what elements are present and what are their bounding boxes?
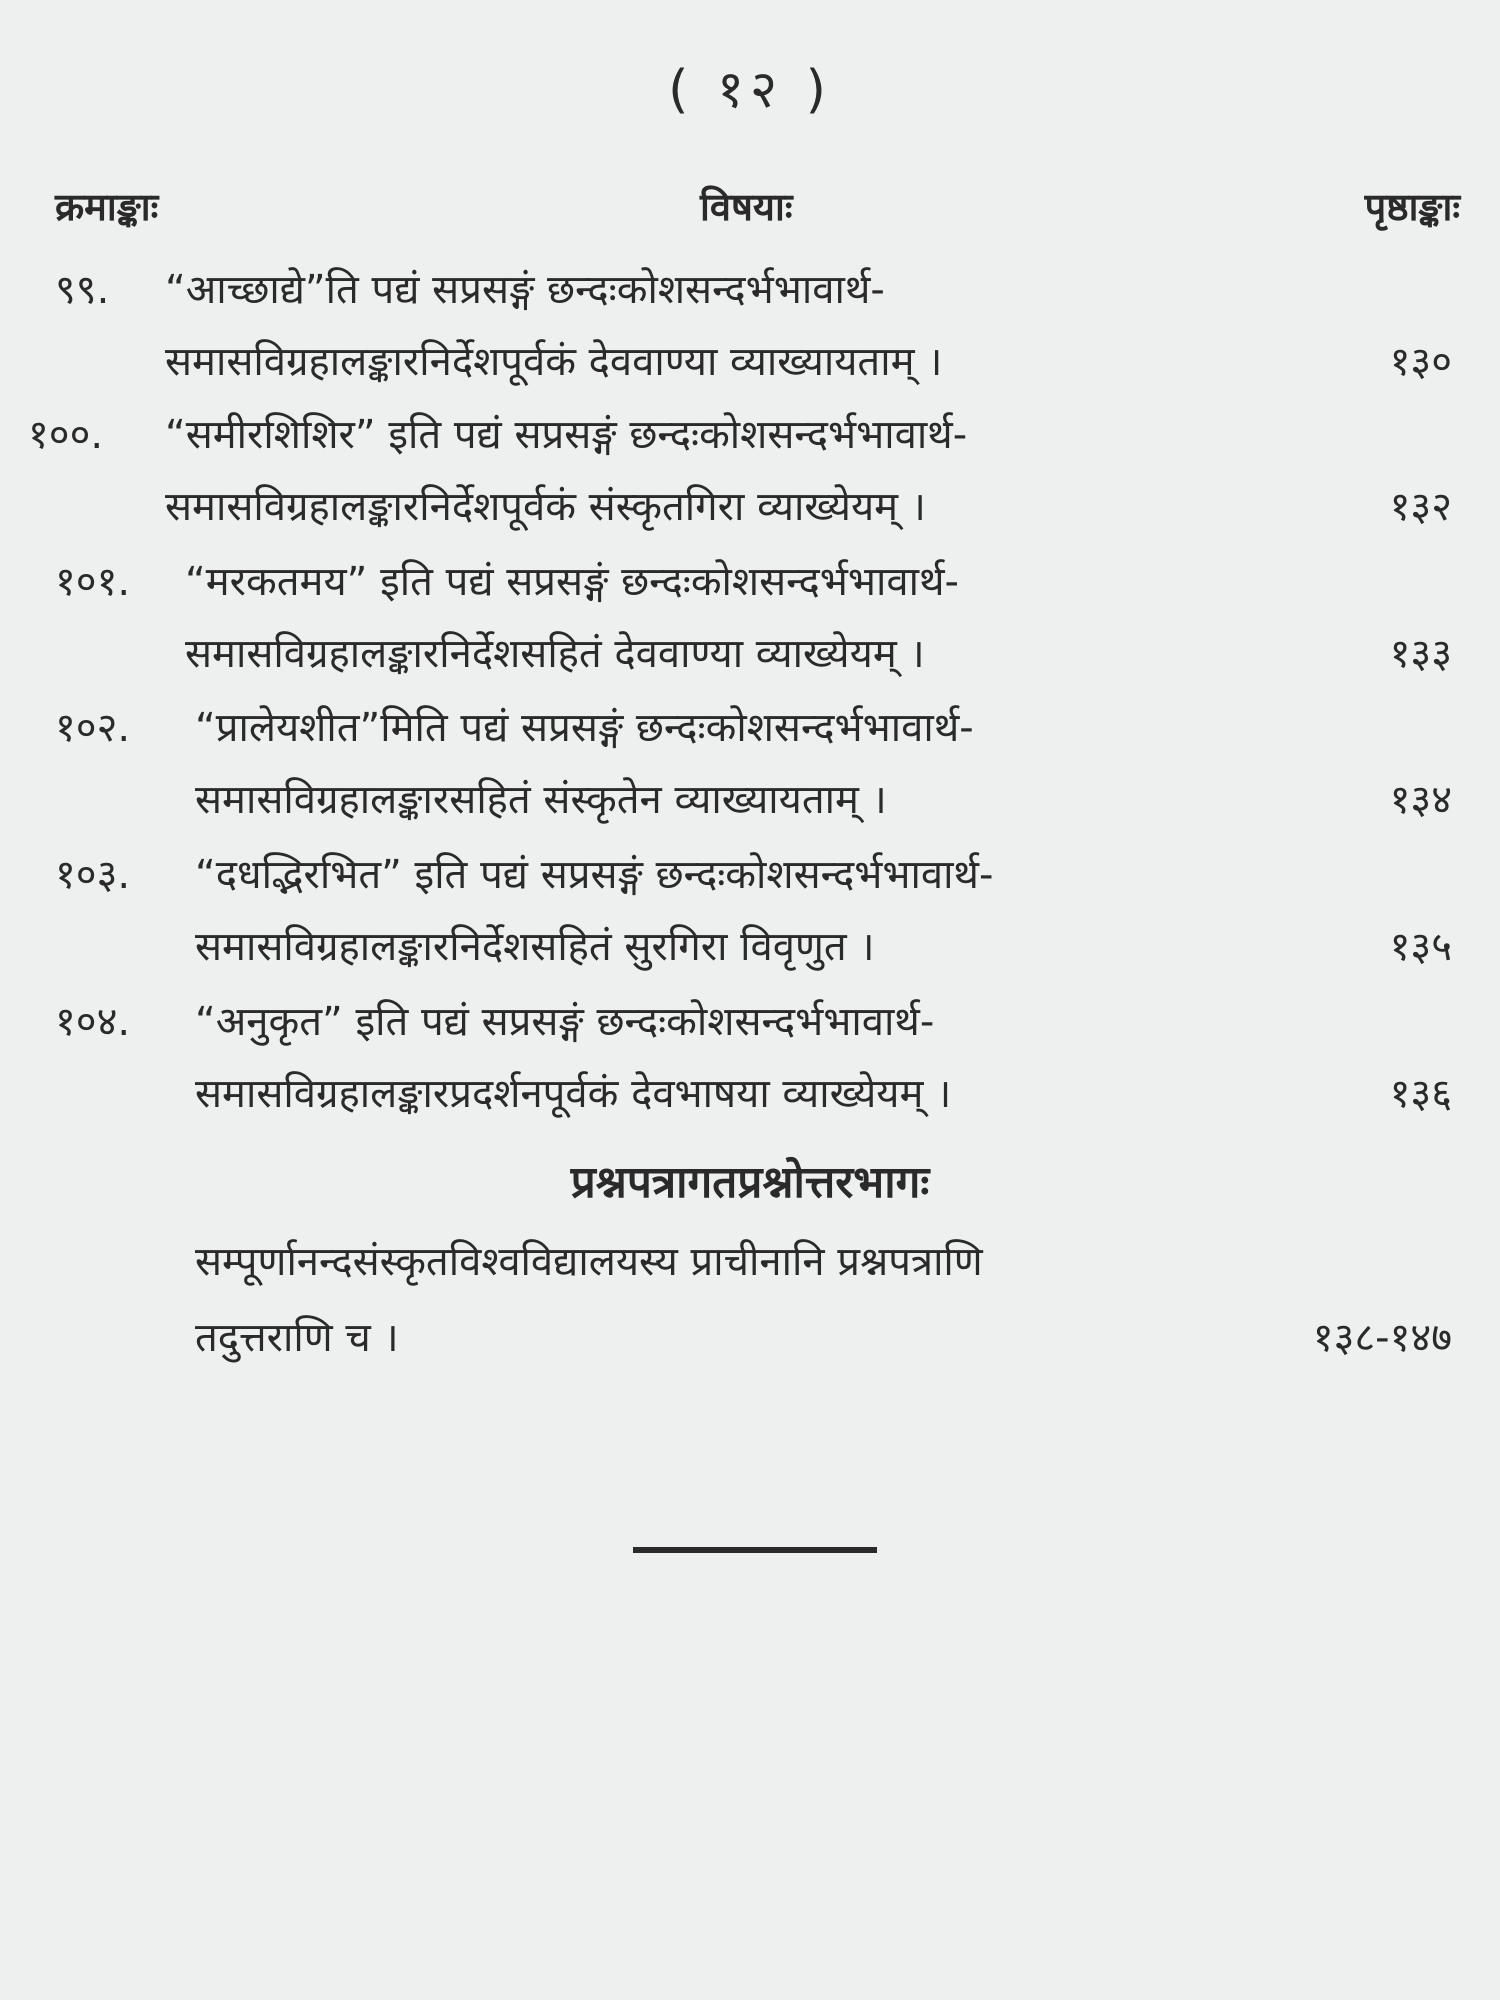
- entry-page: १३५: [1389, 924, 1452, 970]
- section-text-line2: तदुत्तराणि च ।: [195, 1315, 399, 1361]
- entry-number: १०२.: [55, 705, 131, 751]
- header-page: पृष्ठाङ्काः: [1364, 185, 1460, 229]
- section-text-line1: सम्पूर्णानन्दसंस्कृतविश्वविद्यालयस्य प्राचीनानि प्रश्नपत्राणि: [195, 1239, 983, 1285]
- entry-text-line1: “समीरशिशिर” इति पद्यं सप्रसङ्गं छन्दःकोशसन्दर्भभावार्थ-: [165, 412, 968, 458]
- entry-number: १०३.: [55, 852, 131, 898]
- end-divider: [633, 1547, 877, 1553]
- entry-number: १०१.: [55, 559, 131, 605]
- entry-page: १३०: [1389, 339, 1452, 385]
- entry-text-line1: “प्रालेयशीत”मिति पद्यं सप्रसङ्गं छन्दःकोशसन्दर्भभावार्थ-: [195, 705, 974, 751]
- column-headers: [0, 180, 1500, 240]
- entry-text-line2: समासविग्रहालङ्कारसहितं संस्कृतेन व्याख्यायताम् ।: [195, 777, 887, 823]
- page-number: ( १२ ): [668, 60, 832, 120]
- entry-number: १०४.: [55, 999, 131, 1045]
- header-serial: क्रमाङ्काः: [55, 185, 159, 229]
- entry-text-line1: “आच्छाद्ये”ति पद्यं सप्रसङ्गं छन्दःकोशसन्दर्भभावार्थ-: [165, 267, 885, 313]
- entry-text-line2: समासविग्रहालङ्कारनिर्देशसहितं देववाण्या व्याख्येयम् ।: [185, 631, 925, 677]
- entry-page: १३४: [1389, 777, 1452, 823]
- entry-text-line1: “मरकतमय” इति पद्यं सप्रसङ्गं छन्दःकोशसन्दर्भभावार्थ-: [185, 559, 959, 605]
- entry-text-line2: समासविग्रहालङ्कारनिर्देशपूर्वकं संस्कृतगिरा व्याख्येयम् ।: [165, 484, 926, 530]
- entry-text-line1: “अनुकृत” इति पद्यं सप्रसङ्गं छन्दःकोशसन्दर्भभावार्थ-: [195, 999, 935, 1045]
- entry-page: १३२: [1389, 484, 1452, 530]
- entry-text-line2: समासविग्रहालङ्कारनिर्देशपूर्वकं देववाण्या व्याख्यायताम् ।: [165, 339, 943, 385]
- header-subject: विषयाः: [700, 185, 793, 229]
- entry-text-line2: समासविग्रहालङ्कारप्रदर्शनपूर्वकं देवभाषया व्याख्येयम् ।: [195, 1071, 952, 1117]
- entry-page: १३६: [1389, 1071, 1452, 1117]
- entry-number: ९९.: [55, 267, 110, 313]
- entry-text-line2: समासविग्रहालङ्कारनिर्देशसहितं सुरगिरा विवृणुत ।: [195, 924, 875, 970]
- section-heading: प्रश्नपत्रागतप्रश्नोत्तरभागः: [570, 1157, 930, 1208]
- entry-text-line1: “दधद्भिरभित” इति पद्यं सप्रसङ्गं छन्दःकोशसन्दर्भभावार्थ-: [195, 852, 994, 898]
- entry-page: १३३: [1389, 631, 1452, 677]
- entry-number: १००.: [28, 412, 104, 458]
- section-page-range: १३८-१४७: [1312, 1315, 1452, 1361]
